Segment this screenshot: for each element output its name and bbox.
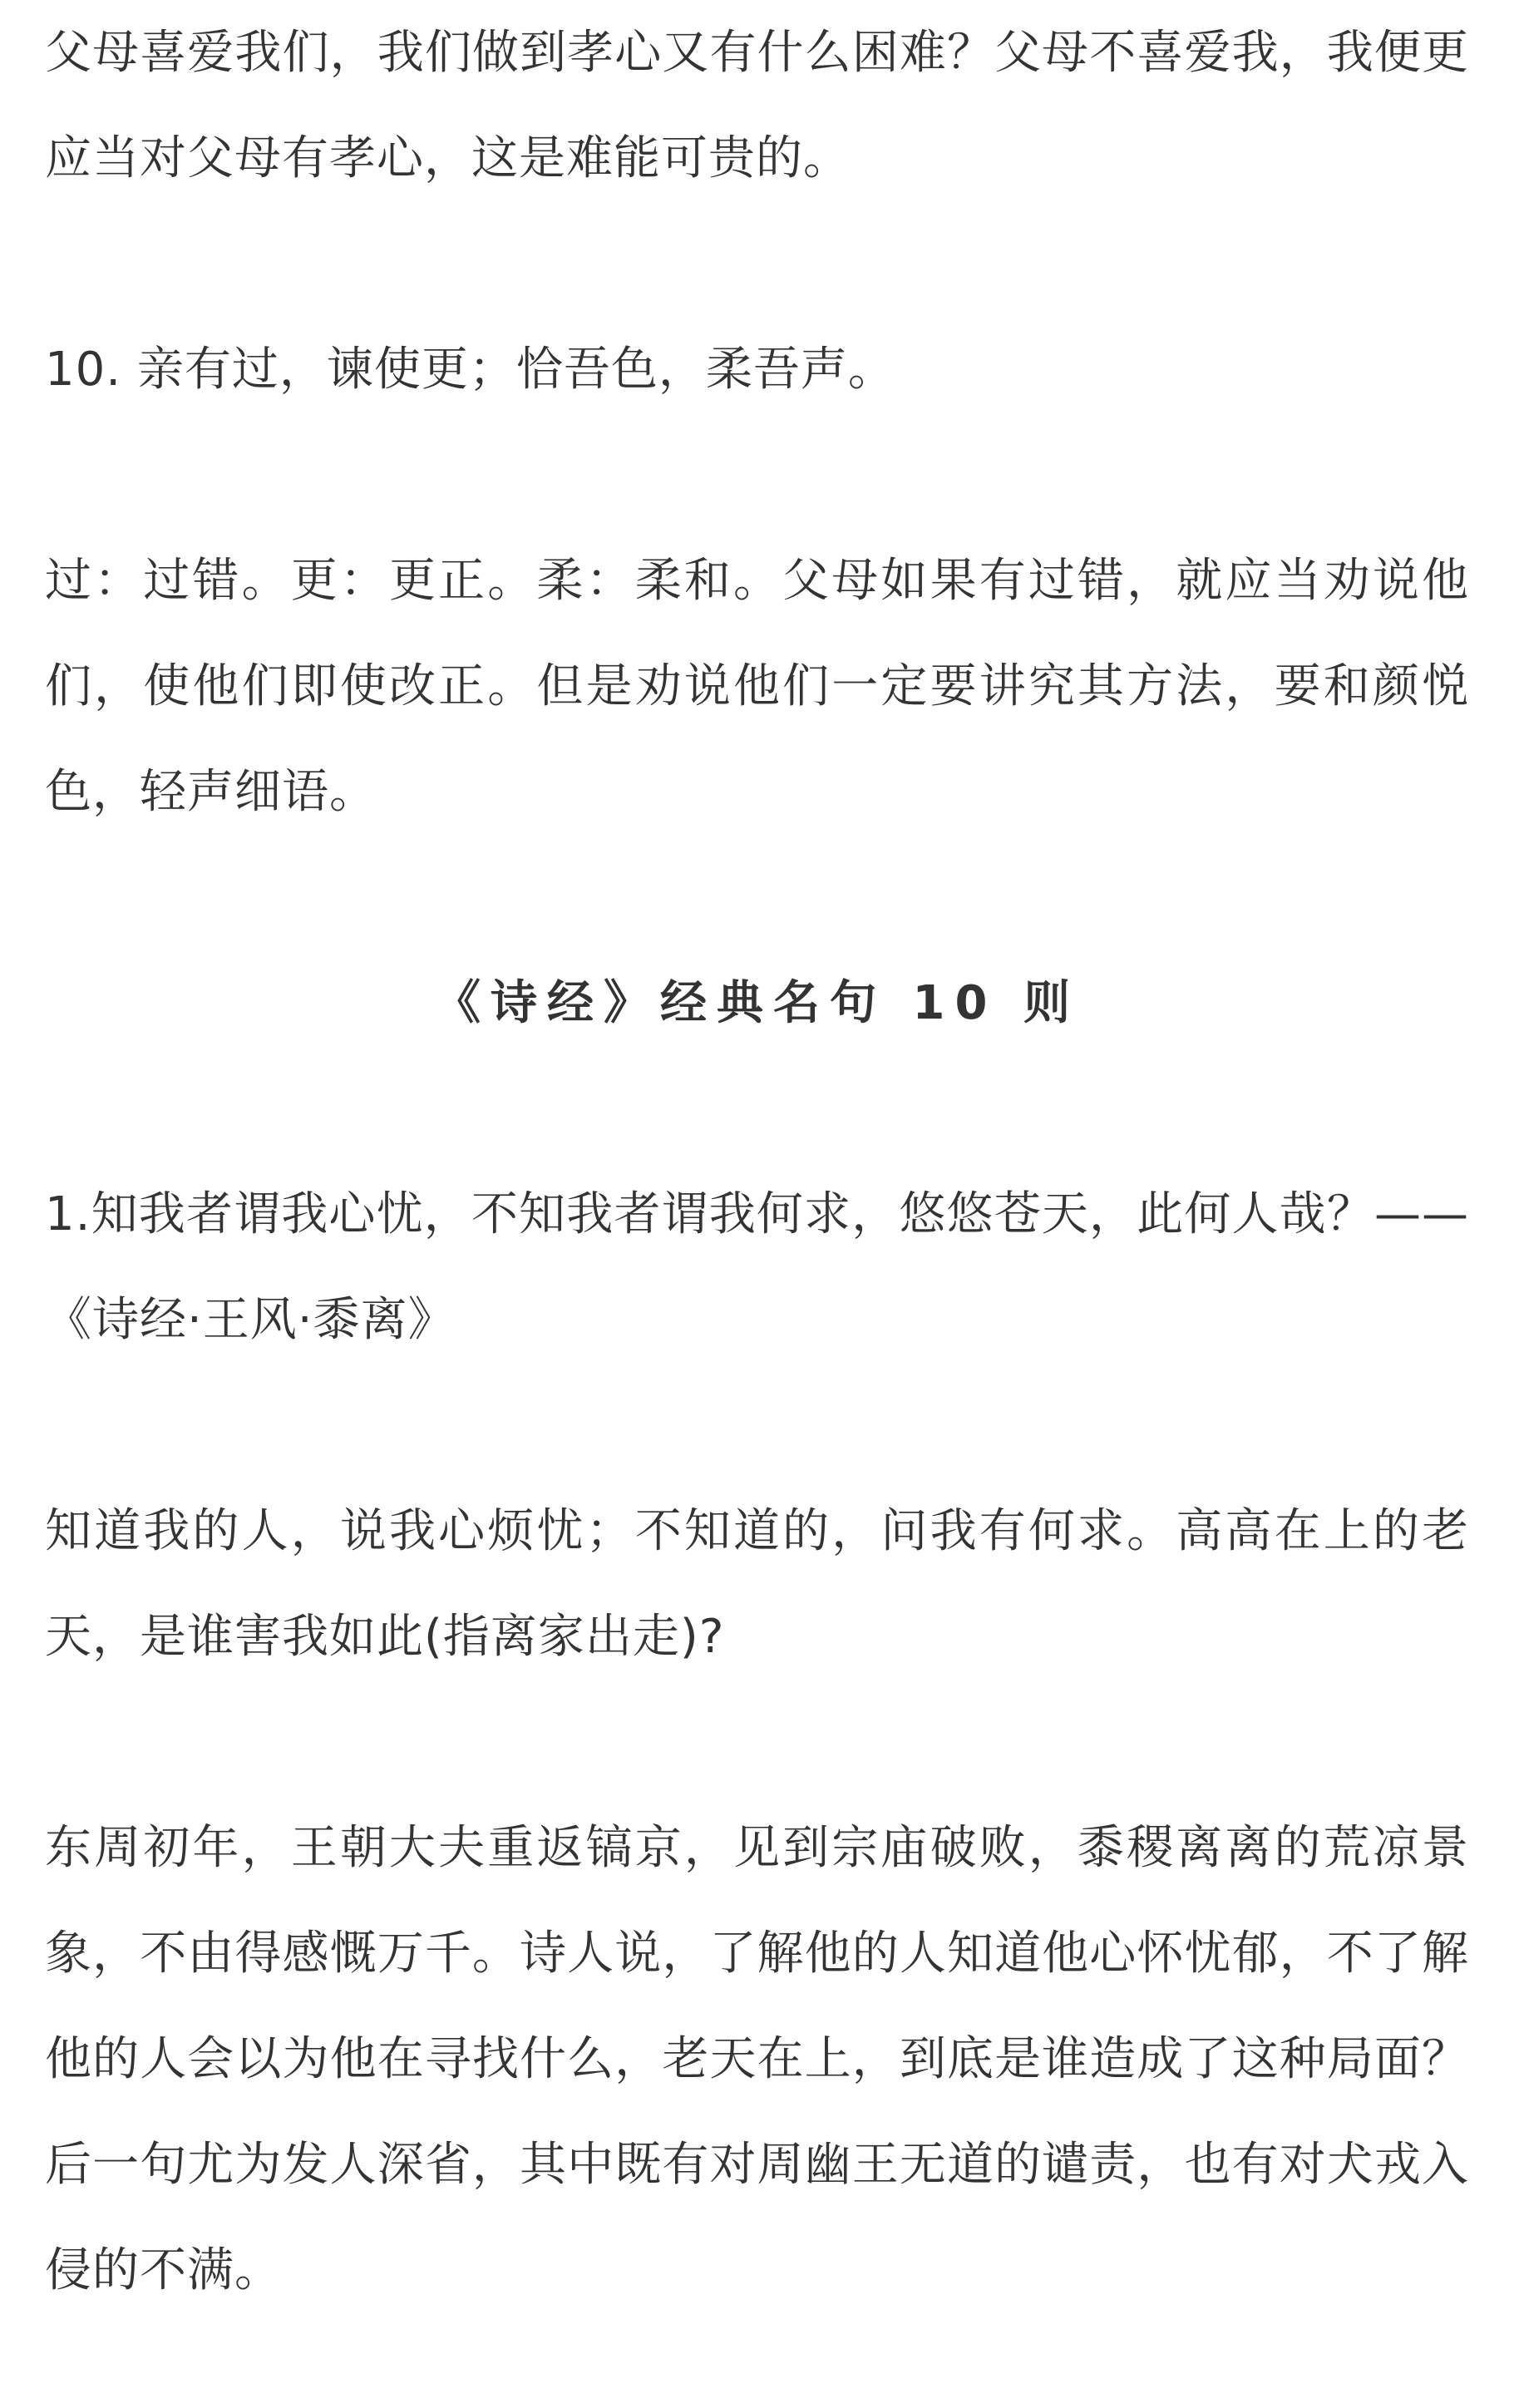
paragraph-quote-1-translation: 知道我的人，说我心烦忧；不知道的，问我有何求。高高在上的老天，是谁害我如此(指离家出走)?	[45, 1504, 1469, 1664]
paragraph-spacer	[45, 1373, 1469, 1478]
paragraph-spacer	[45, 845, 1469, 950]
paragraph-filial-piety-explanation: 父母喜爱我们，我们做到孝心又有什么困难？父母不喜爱我，我便更应当对父母有孝心，这是难能可贵的。	[45, 26, 1469, 185]
paragraph-spacer	[45, 1690, 1469, 1795]
paragraph-spacer	[45, 211, 1469, 317]
paragraph-verse-10: 10. 亲有过，谏使更；恰吾色，柔吾声。	[45, 343, 895, 397]
paragraph-spacer	[45, 1056, 1469, 1162]
section-heading: 《诗经》经典名句 10 则	[434, 976, 1080, 1030]
paragraph-shijing-quote-1: 1.知我者谓我心忧，不知我者谓我何求，悠悠苍天，此何人哉？——《诗经·王风·黍离》	[45, 1187, 1469, 1347]
article-body	[45, 0, 1469, 2323]
paragraph-verse-10-explanation: 过：过错。更：更正。柔：柔和。父母如果有过错，就应当劝说他们，使他们即使改正。但是劝说他们一定要讲究其方法，要和颜悦色，轻声细语。	[45, 554, 1469, 819]
paragraph-quote-1-commentary: 东周初年，王朝大夫重返镐京，见到宗庙破败，黍稷离离的荒凉景象，不由得感慨万千。诗人说，了解他的人知道他心怀忧郁，不了解他的人会以为他在寻找什么，老天在上，到底是谁造成了这种局面？后一句尤为发人深省，其中既有对周幽王无道的谴责，也有对犬戎入侵的不满。	[45, 1821, 1469, 2297]
paragraph-spacer	[45, 422, 1469, 528]
